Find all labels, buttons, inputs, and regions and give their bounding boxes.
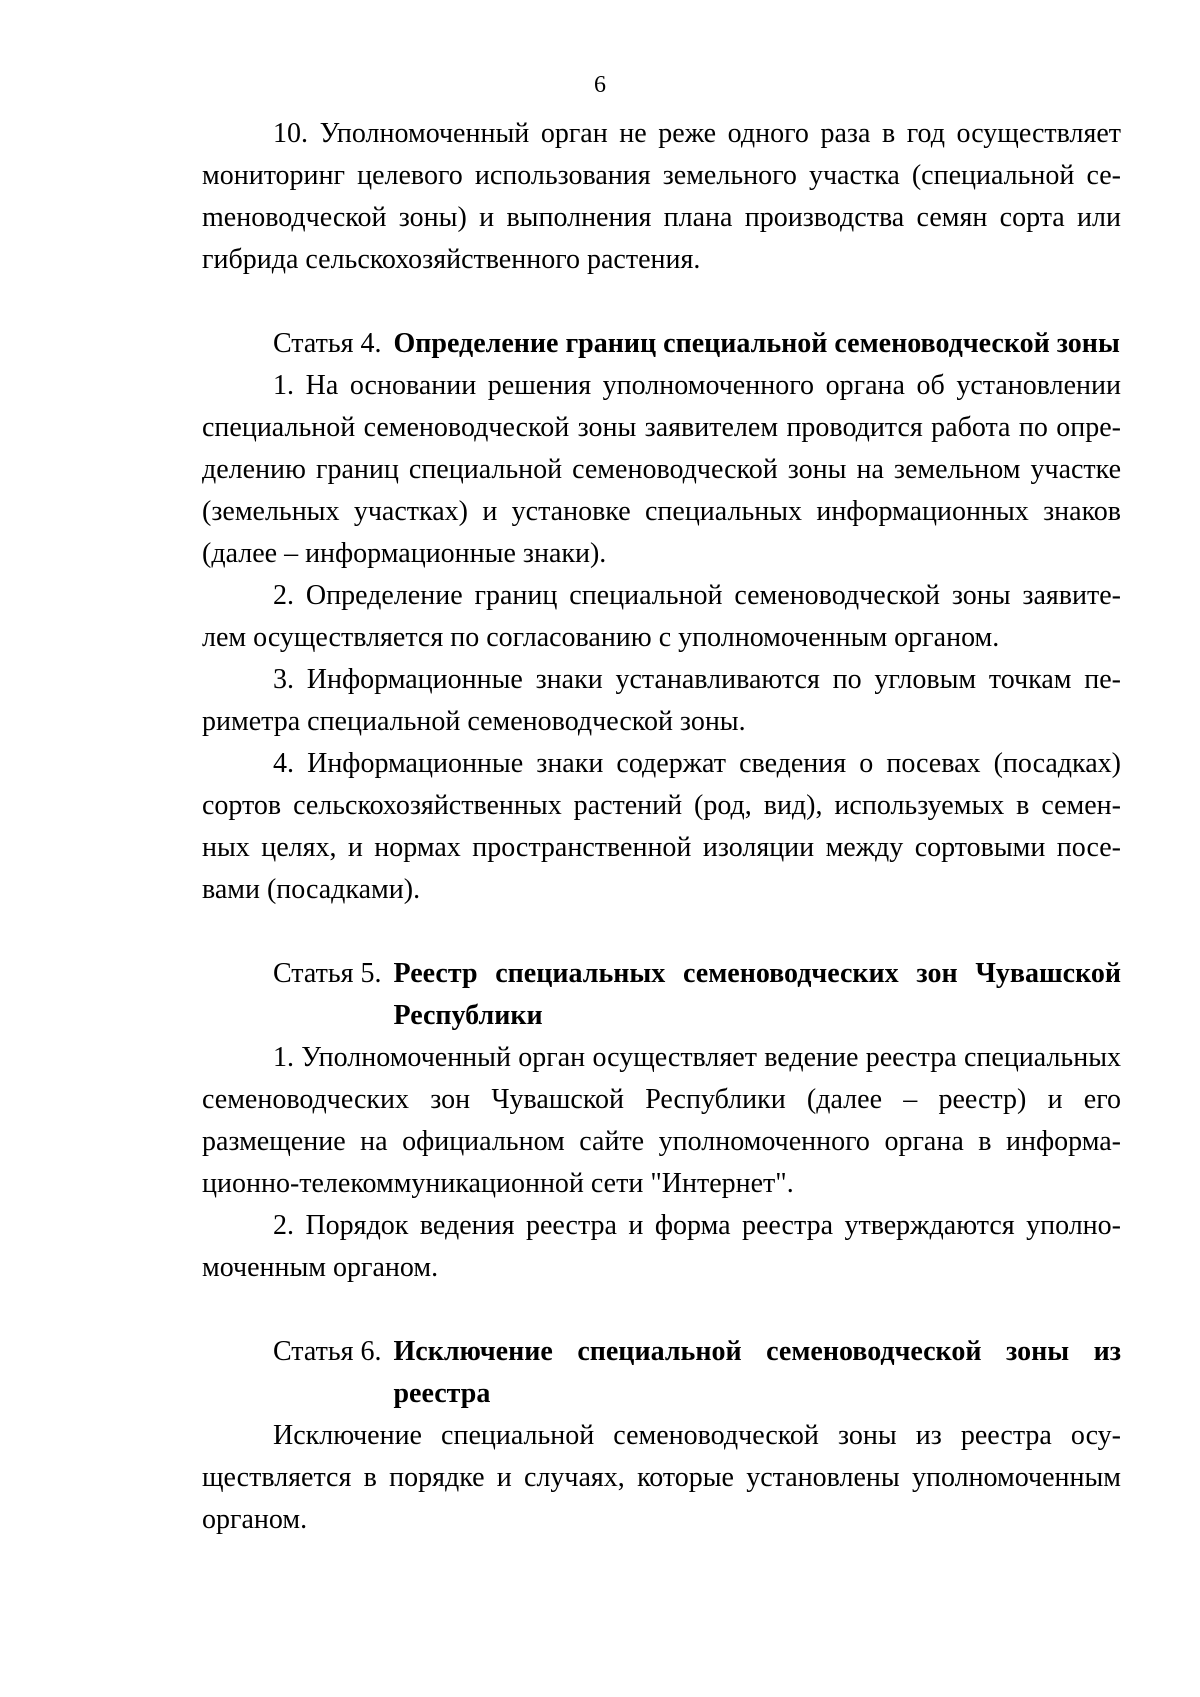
article-4-paragraph-1: 1. На основании решения уполномоченного органа об установлении специальной семеноводческой зоны заявителем проводится работа по определению границ специальной семеноводческой зоны на земельном участке (земельных участках) и установке специальных информационных знаков (далее – информационные знаки). bbox=[202, 370, 1121, 569]
article-6-heading bbox=[202, 1331, 1121, 1415]
article-5-heading bbox=[202, 953, 1121, 1037]
article-4-label: Статья 4. bbox=[273, 328, 382, 359]
article-4-paragraph-2: 2. Определение границ специальной семеноводческой зоны заявителем осуществляется по согласованию с уполномоченным органом. bbox=[202, 580, 1121, 653]
article-6 bbox=[202, 1331, 1121, 1541]
article-6-title: Исключение специальной семеноводческой зоны из реестра bbox=[393, 1336, 1121, 1409]
page-number: 6 bbox=[594, 72, 606, 98]
article-5-paragraph-2: 2. Порядок ведения реестра и форма реестра утверждаются уполномоченным органом. bbox=[202, 1210, 1121, 1283]
article-4-title: Определение границ специальной семеноводческой зоны bbox=[393, 328, 1120, 359]
article-6-label: Статья 6. bbox=[273, 1336, 382, 1367]
article-4-paragraph-4: 4. Информационные знаки содержат сведения о посевах (посадках) сортов сельскохозяйственных растений (род, вид), используемых в семенных целях, и нормах пространственной изоляции между сортовыми посевами (посадками). bbox=[202, 748, 1121, 905]
article-4-paragraph-3: 3. Информационные знаки устанавливаются по угловым точкам периметра специальной семеноводческой зоны. bbox=[202, 664, 1121, 737]
article-5-label: Статья 5. bbox=[273, 958, 382, 989]
article-5-paragraph-1: 1. Уполномоченный орган осуществляет ведение реестра специальных семеноводческих зон Чувашской Республики (далее – реестр) и его размещение на официальном сайте уполномоченного органа в информационно-телекоммуникационной сети "Интернет". bbox=[202, 1042, 1121, 1199]
article-5-title: Реестр специальных семеноводческих зон Чувашской Республики bbox=[393, 958, 1121, 1031]
article-6-paragraph-1: Исключение специальной семеноводческой зоны из реестра осуществляется в порядке и случаях, которые установлены уполномоченным органом. bbox=[202, 1420, 1121, 1535]
article-5 bbox=[202, 953, 1121, 1289]
document-body bbox=[202, 113, 1121, 1541]
article-4-heading bbox=[202, 323, 1121, 365]
section-intro bbox=[202, 113, 1121, 281]
paragraph-10: 10. Уполномоченный орган не реже одного раза в год осуществляет мониторинг целевого использования земельного участка (специальной сеmеноводческой зоны) и выполнения плана производства семян сорта или гибрида сельскохозяйственного растения. bbox=[202, 118, 1121, 275]
article-4 bbox=[202, 323, 1121, 911]
